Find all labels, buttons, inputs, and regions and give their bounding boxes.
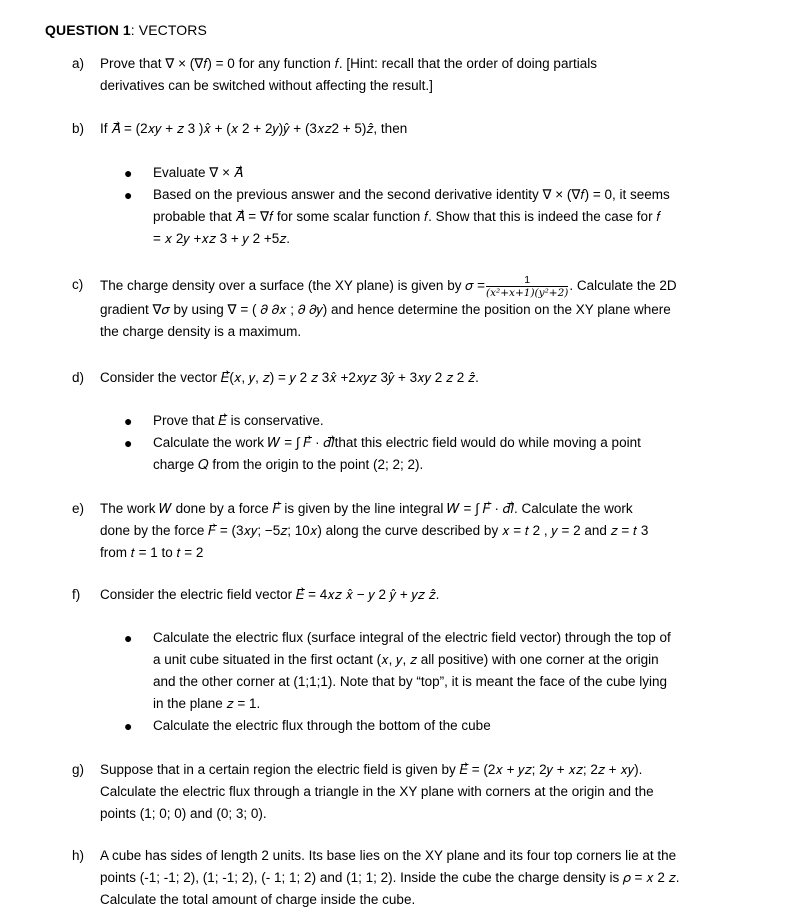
bullet-text: = 𝑥 2𝑦 +𝑥𝑧 3 + 𝑦 2 +5𝑧.	[153, 231, 291, 246]
bullet-item	[124, 432, 744, 476]
question-text: points (-1; -1; 2), (1; -1; 2), (- 1; 1; 2) and (1; 1; 2). Inside the cube the charge density is 𝜌 = 𝑥 2 𝑧.	[100, 870, 680, 885]
bullet-icon: ●	[124, 435, 133, 451]
question-f	[72, 584, 752, 606]
question-text	[100, 274, 752, 299]
fraction-numerator: 1	[486, 274, 568, 287]
question-text: A cube has sides of length 2 units. Its base lies on the XY plane and its four top corners lie at the	[100, 848, 677, 863]
bullet-text: Calculate the work 𝑊 = ∫ 𝐹⃗ · 𝑑𝑙⃗that this electric field would do while moving a point	[153, 435, 641, 450]
bullet-text: probable that 𝐴⃗ = ∇𝑓 for some scalar function 𝑓. Show that this is indeed the case for 𝑓	[153, 209, 661, 224]
question-text: Calculate the electric flux through a triangle in the XY plane with corners at the origin and the	[100, 784, 654, 799]
question-text: the charge density is a maximum.	[100, 324, 302, 339]
bullet-text: Calculate the electric flux through the bottom of the cube	[153, 718, 491, 733]
bullet-icon: ●	[124, 187, 133, 203]
bullet-icon: ●	[124, 413, 133, 429]
question-d	[72, 367, 752, 389]
bullet-icon: ●	[124, 165, 133, 181]
title-bold: QUESTION 1	[45, 22, 131, 38]
question-text: gradient ∇𝜎 by using ∇ = ( 𝜕 𝜕𝑥 ; 𝜕 𝜕𝑦) and hence determine the position on the XY plane where	[100, 302, 671, 317]
question-label: h)	[72, 848, 85, 863]
question-text: Consider the vector 𝐸⃗⃗(𝑥, 𝑦, 𝑧) = 𝑦 2 𝑧 3𝑥̂ +2𝑥𝑦𝑧 3𝑦̂ + 3𝑥𝑦 2 𝑧 2 𝑧̂.	[100, 370, 479, 385]
density-fraction	[486, 274, 568, 299]
question-label: b)	[72, 121, 85, 136]
question-text-start: The charge density over a surface (the XY plane) is given by 𝜎 =	[100, 278, 486, 294]
question-label: a)	[72, 56, 85, 71]
question-text: derivatives can be switched without affecting the result.]	[100, 78, 433, 93]
question-text: If 𝐴⃗ = (2𝑥𝑦 + 𝑧 3 )𝑥̂ + (𝑥 2 + 2𝑦)𝑦̂ + (3𝑥𝑧2 + 5)𝑧̂, then	[100, 121, 408, 136]
bullet-text: a unit cube situated in the first octant (𝑥, 𝑦, 𝑧 all positive) with one corner at the origin	[153, 652, 659, 667]
bullet-icon: ●	[124, 718, 133, 734]
bullet-item	[124, 410, 744, 432]
question-b	[72, 118, 752, 140]
bullet-text: Calculate the electric flux (surface integral of the electric field vector) through the top of	[153, 630, 671, 645]
question-text: done by the force 𝐹⃗ = (3𝑥𝑦; −5𝑧; 10𝑥) along the curve described by 𝑥 = 𝑡 2 , 𝑦 = 2 and 𝑧 = 𝑡 3	[100, 523, 649, 538]
question-text: points (1; 0; 0) and (0; 3; 0).	[100, 806, 267, 821]
question-text: from 𝑡 = 1 to 𝑡 = 2	[100, 545, 204, 560]
question-label: d)	[72, 370, 85, 385]
question-text-end: . Calculate the 2D	[569, 278, 677, 294]
question-label: e)	[72, 501, 85, 516]
question-text: Consider the electric field vector 𝐸⃗⃗ = 4𝑥𝑧 𝑥̂ − 𝑦 2 𝑦̂ + 𝑦𝑧 𝑧̂.	[100, 587, 440, 602]
question-text: The work 𝑊 done by a force 𝐹⃗ is given by the line integral 𝑊 = ∫ 𝐹⃗ · 𝑑𝑙⃗. Calculate the work	[100, 501, 633, 516]
question-text: Suppose that in a certain region the electric field is given by 𝐸⃗⃗ = (2𝑥 + 𝑦𝑧; 2𝑦 + 𝑥𝑧; 2𝑧 + 𝑥𝑦).	[100, 762, 643, 777]
fraction-denominator: (x²+x+1)(y²+2)	[486, 287, 569, 299]
question-label: c)	[72, 277, 84, 292]
bullet-text: in the plane 𝑧 = 1.	[153, 696, 261, 711]
question-label: g)	[72, 762, 85, 777]
bullet-item	[124, 627, 744, 715]
bullet-text: Based on the previous answer and the second derivative identity ∇ × (∇𝑓) = 0, it seems	[153, 187, 670, 202]
question-g	[72, 759, 752, 825]
question-e	[72, 498, 752, 564]
question-a	[72, 53, 752, 97]
title-rest: : VECTORS	[130, 22, 207, 38]
bullet-item	[124, 715, 744, 737]
question-h	[72, 845, 752, 911]
question-c	[72, 274, 752, 343]
bullet-text: and the other corner at (1;1;1). Note that by “top”, it is meant the face of the cube lying	[153, 674, 668, 689]
question-text: Calculate the total amount of charge inside the cube.	[100, 892, 416, 907]
bullet-text: charge 𝑄 from the origin to the point (2; 2; 2).	[153, 457, 424, 472]
bullet-text: Evaluate ∇ × 𝐴⃗	[153, 165, 243, 180]
bullet-item	[124, 184, 744, 250]
bullet-item	[124, 162, 744, 184]
bullet-icon: ●	[124, 630, 133, 646]
question-label: f)	[72, 587, 81, 602]
page-title	[45, 22, 207, 38]
question-text: Prove that ∇ × (∇𝑓) = 0 for any function 𝑓. [Hint: recall that the order of doing partials	[100, 56, 597, 71]
bullet-text: Prove that 𝐸⃗⃗ is conservative.	[153, 413, 324, 428]
